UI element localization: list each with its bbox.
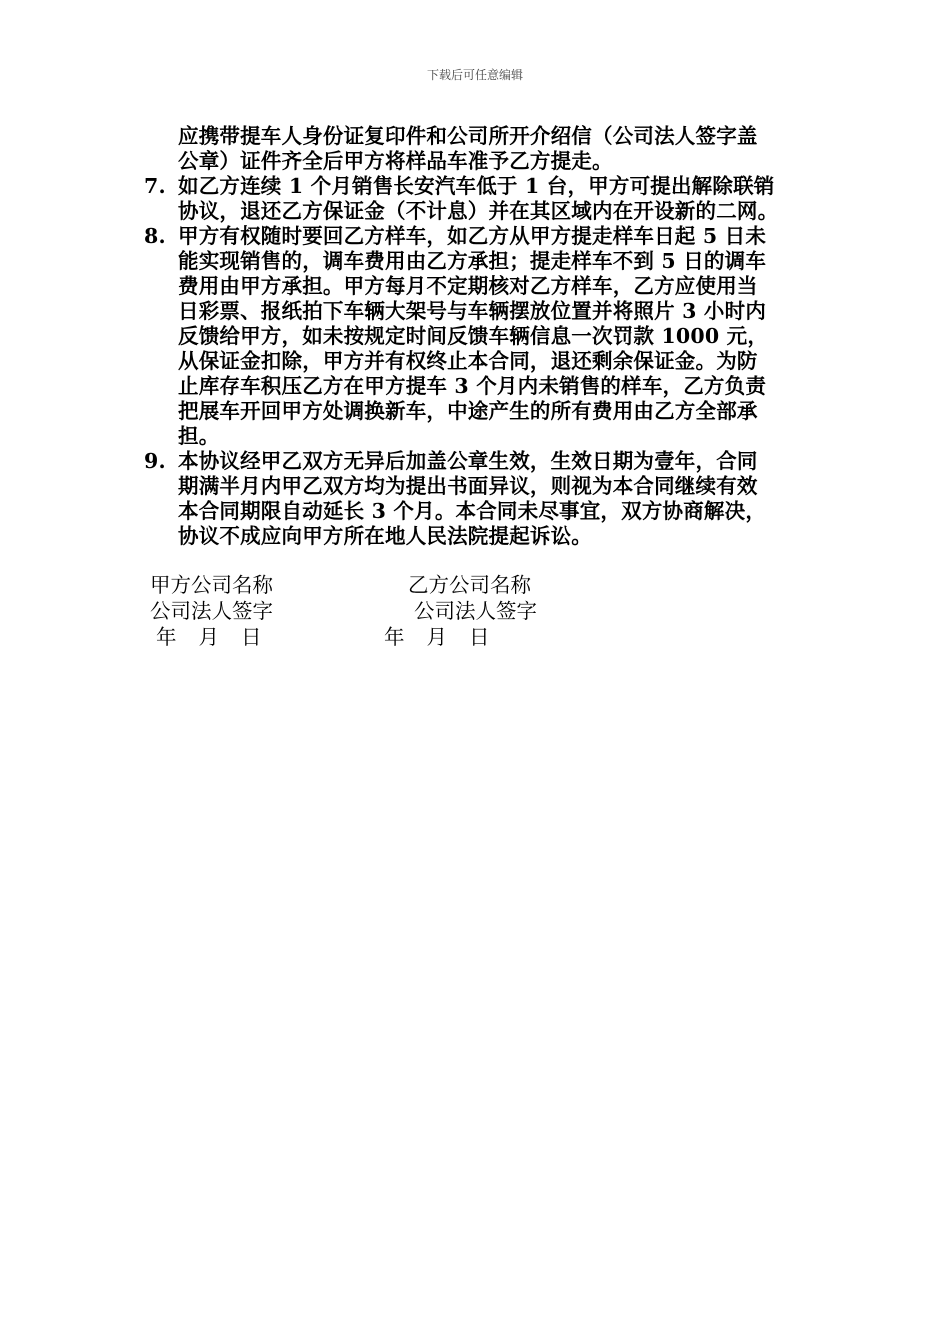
clause-line: 费用由甲方承担。甲方每月不定期核对乙方样车，乙方应使用当: [178, 274, 758, 298]
party-a-signature-label: 公司法人签字: [150, 599, 273, 623]
party-b-signature-label: 公司法人签字: [414, 599, 537, 623]
clause-text: [178, 224, 828, 449]
clause-number: 8.: [144, 224, 166, 248]
clause-8: [138, 224, 828, 449]
clause-line: 协议不成应向甲方所在地人民法院提起诉讼。: [178, 524, 592, 548]
clause-line: 从保证金扣除，甲方并有权终止本合同，退还剩余保证金。为防: [178, 349, 758, 373]
party-a-date-year: 年: [156, 625, 177, 649]
clause-number: 9.: [144, 449, 166, 473]
party-b-date-year: 年: [384, 625, 405, 649]
clause-line: 本合同期限自动延长 3 个月。本合同未尽事宜，双方协商解决，: [178, 499, 767, 523]
clause-line: 协议，退还乙方保证金（不计息）并在其区域内在开设新的二网。: [178, 199, 779, 223]
party-a-date-day: 日: [241, 625, 262, 649]
clause-line: 止库存车积压乙方在甲方提车 3 个月内未销售的样车，乙方负责: [178, 374, 767, 398]
clause-9: [138, 449, 828, 549]
party-b-company-label: 乙方公司名称: [408, 573, 531, 597]
clause-line: 日彩票、报纸拍下车辆大架号与车辆摆放位置并将照片 3 小时内: [178, 299, 767, 323]
signature-block: [150, 572, 670, 650]
clause-line: 公章）证件齐全后甲方将样品车准予乙方提走。: [178, 149, 613, 173]
signature-date-row: [150, 624, 670, 650]
party-a-date: [156, 624, 262, 650]
page-header-note: 下载后可任意编辑: [426, 68, 523, 82]
clause-continuation: [138, 124, 828, 174]
contract-clauses: [138, 124, 828, 549]
party-b-date: [384, 624, 490, 650]
party-a-company-label: 甲方公司名称: [150, 573, 273, 597]
clause-line: 甲方有权随时要回乙方样车，如乙方从甲方提走样车日起 5 日未: [178, 224, 767, 248]
clause-text: [178, 174, 828, 224]
clause-line: 担。: [178, 424, 220, 448]
clause-text: [178, 124, 828, 174]
clause-line: 期满半月内甲乙双方均为提出书面异议，则视为本合同继续有效: [178, 474, 758, 498]
clause-line: 反馈给甲方，如未按规定时间反馈车辆信息一次罚款 1000 元，: [178, 324, 769, 348]
clause-line: 把展车开回甲方处调换新车，中途产生的所有费用由乙方全部承: [178, 399, 758, 423]
party-b-date-month: 月: [426, 625, 447, 649]
clause-line: 如乙方连续 1 个月销售长安汽车低于 1 台，甲方可提出解除联销: [178, 174, 775, 198]
clause-line: 本协议经甲乙双方无异后加盖公章生效，生效日期为壹年，合同: [178, 449, 758, 473]
signature-legal-rep-row: [150, 598, 670, 624]
clause-line: 能实现销售的，调车费用由乙方承担；提走样车不到 5 日的调车: [178, 249, 767, 273]
signature-company-row: [150, 572, 670, 598]
clause-number: 7.: [144, 174, 166, 198]
clause-text: [178, 449, 828, 549]
party-a-date-month: 月: [198, 625, 219, 649]
clause-line: 应携带提车人身份证复印件和公司所开介绍信（公司法人签字盖: [178, 124, 758, 148]
clause-7: [138, 174, 828, 224]
party-b-date-day: 日: [469, 625, 490, 649]
